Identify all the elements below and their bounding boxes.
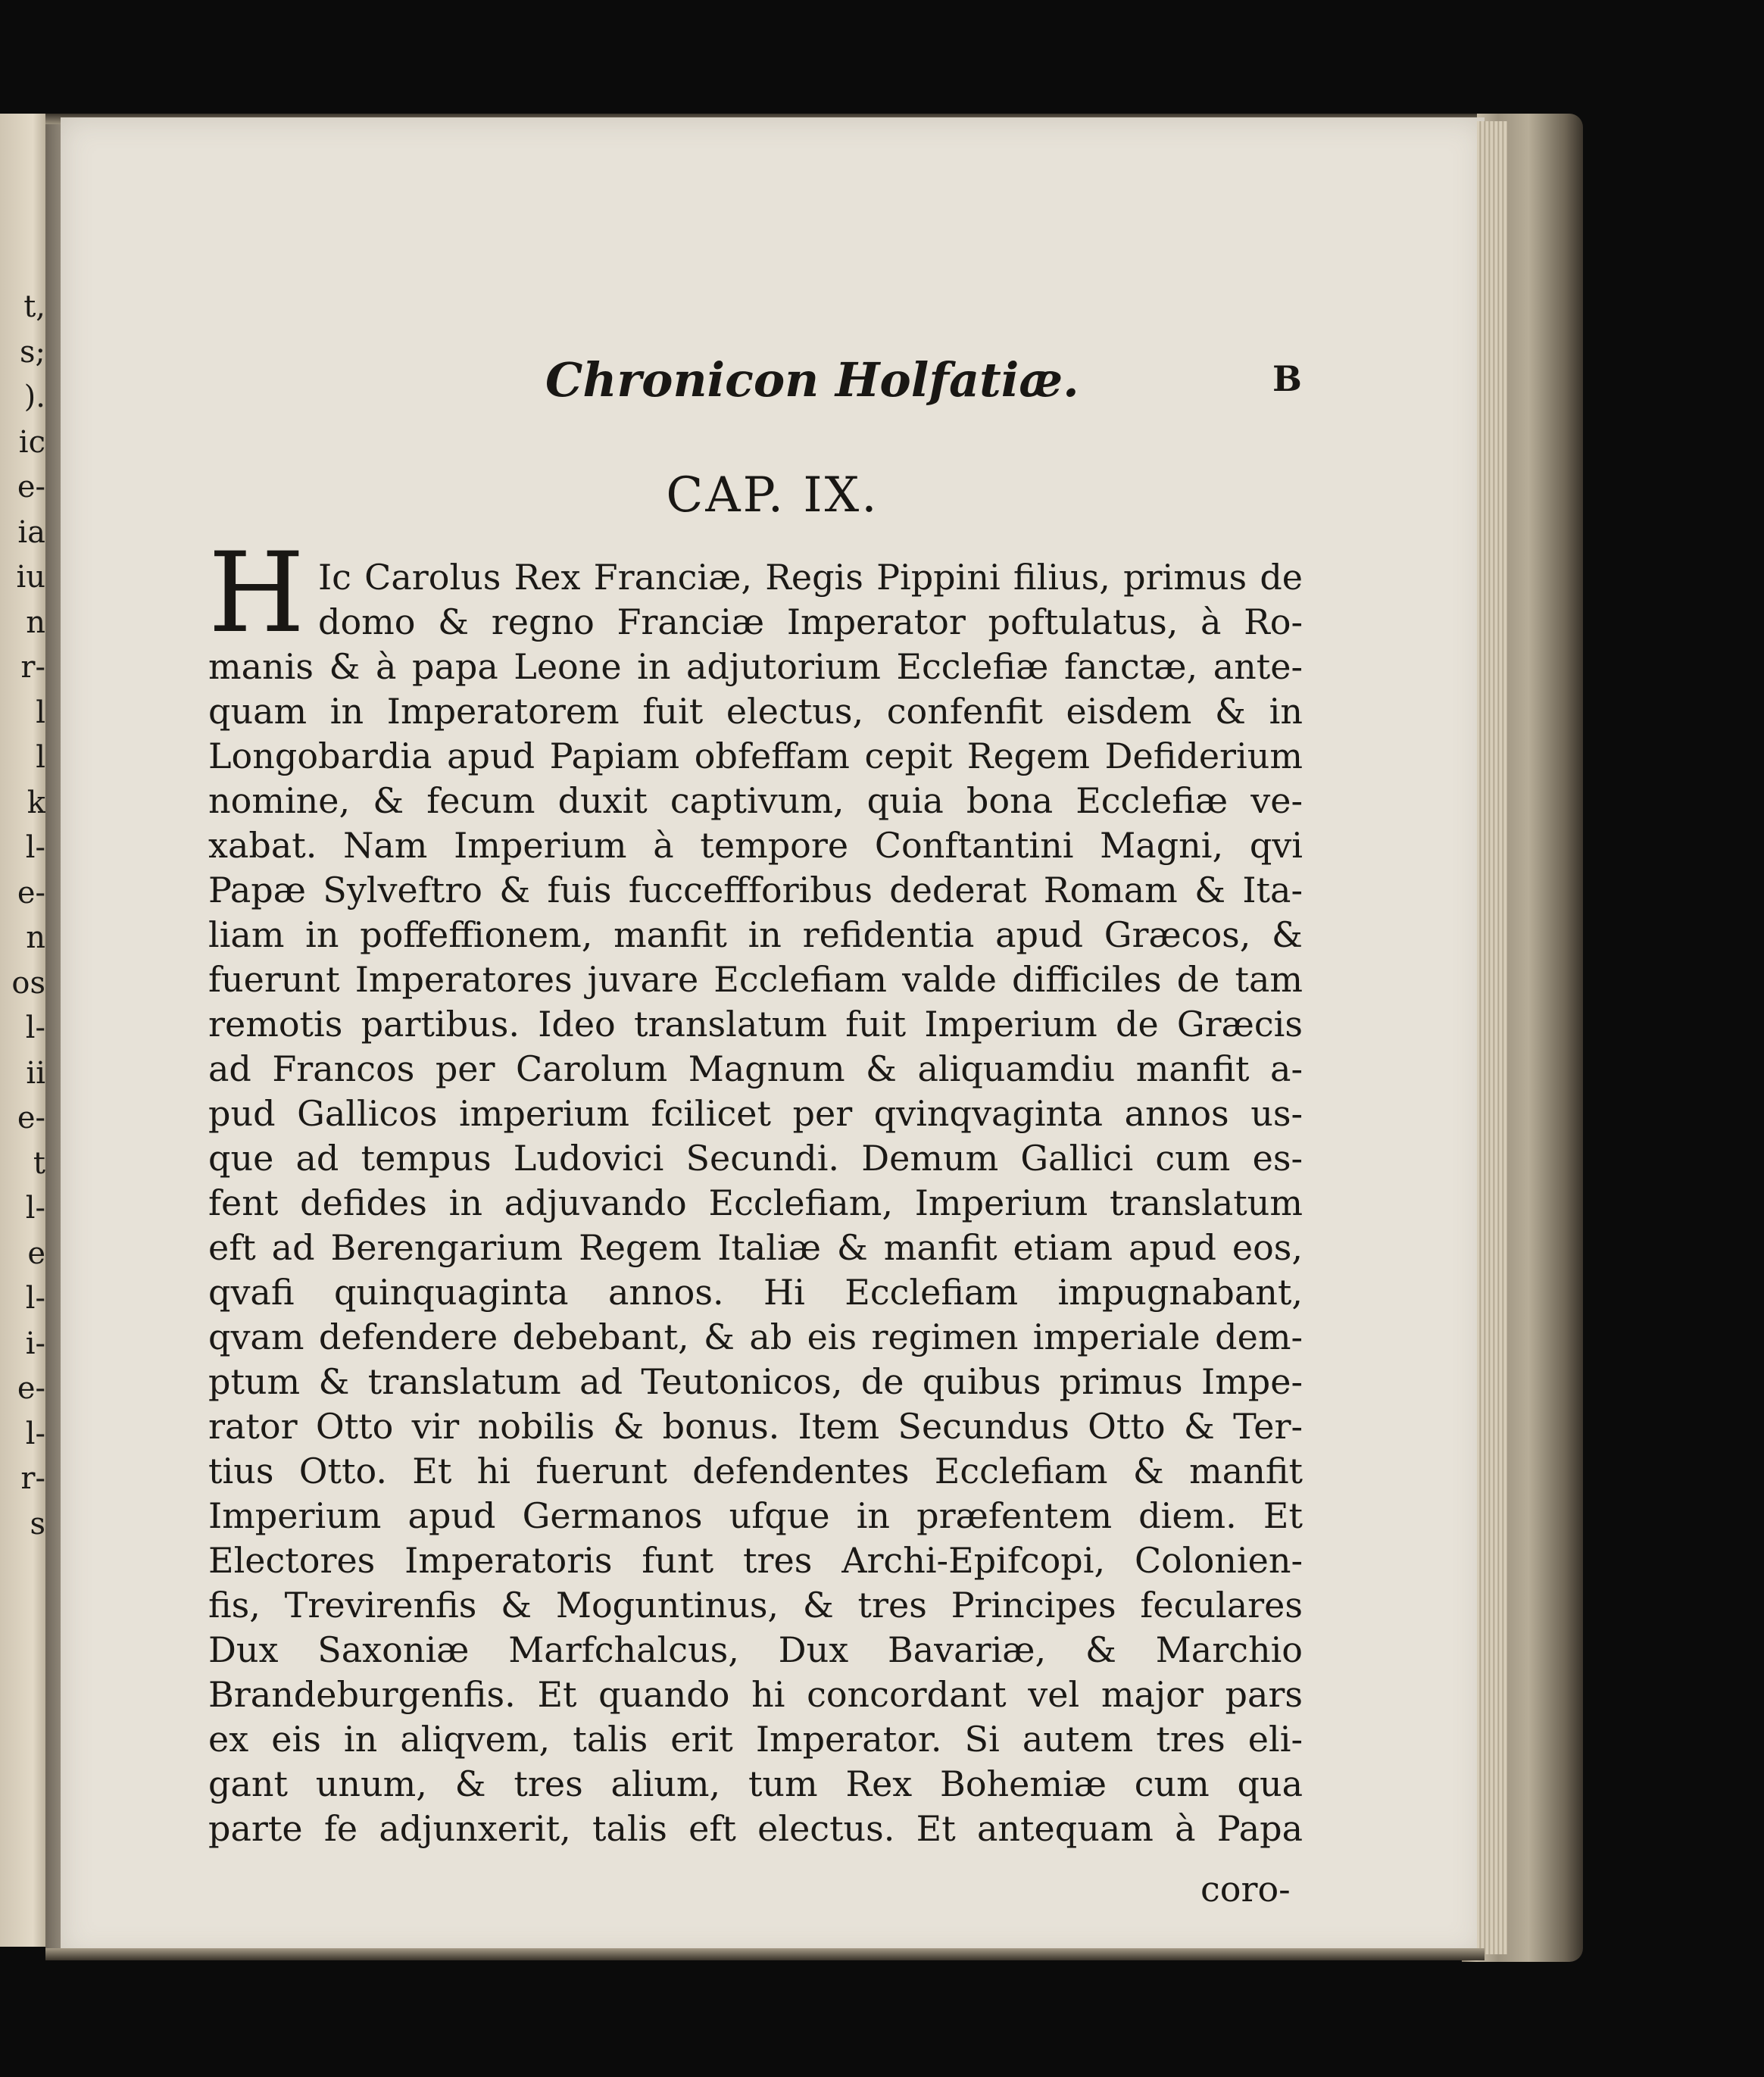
facing-page-fragment: k [27,785,45,820]
text-line: qvafi quinquaginta annos. Hi Ecclefiam impugnabant, [208,1272,1303,1313]
facing-page-fragment: i- [25,1326,45,1361]
text-line: ad Francos per Carolum Magnum & aliquamdiu manfit a- [208,1048,1303,1089]
text-line: gant unum, & tres alium, tum Rex Bohemiæ cum qua [208,1763,1303,1804]
drop-cap: H [208,529,305,657]
text-line: tius Otto. Et hi fuerunt defendentes Ecclefiam & manfit [208,1451,1303,1491]
facing-page-fragment: e- [17,470,45,504]
facing-page-fragment: l- [25,1416,45,1451]
chapter-body-text [208,555,1303,1851]
page-stack-edge [1477,121,1507,1954]
facing-page-fragment: l- [25,1010,45,1045]
text-line: xabat. Nam Imperium à tempore Conftantini Magni, qvi [208,825,1303,866]
text-line: quam in Imperatorem fuit electus, confenfit eisdem & in [208,691,1303,732]
facing-page-fragment: ). [23,379,45,414]
text-line: pud Gallicos imperium fcilicet per qvinqvaginta annos us- [208,1093,1303,1134]
facing-page-fragment: ii [26,1055,45,1091]
text-line: fuerunt Imperatores juvare Ecclefiam valde difficiles de tam [208,959,1303,1000]
text-line: eft ad Berengarium Regem Italiæ & manfit etiam apud eos, [208,1227,1303,1268]
text-line: qvam defendere debebant, & ab eis regimen imperiale dem- [208,1316,1303,1357]
catchword: coro- [1200,1869,1291,1910]
text-line: fent defides in adjuvando Ecclefiam, Imperium translatum [208,1182,1303,1223]
text-line: fis, Trevirenfis & Moguntinus, & tres Principes feculares [208,1585,1303,1626]
facing-page-edge [0,114,47,1947]
facing-page-fragment: l- [25,1191,45,1226]
facing-page-fragment: l- [25,1281,45,1316]
facing-page-fragment: e- [17,1101,45,1135]
text-line: rator Otto vir nobilis & bonus. Item Secundus Otto & Ter- [208,1406,1303,1447]
text-line: ex eis in aliqvem, talis erit Imperator. Si autem tres eli- [208,1719,1303,1760]
facing-page-fragment: e- [17,1371,45,1406]
folio-signature: B [1272,358,1302,399]
book-page [61,117,1485,1958]
facing-page-fragment: r- [20,650,45,685]
text-line: Ic Carolus Rex Franciæ, Regis Pippini filius, primus de [318,557,1303,598]
facing-page-fragment: ia [17,514,45,550]
facing-page-fragment: n [26,604,45,640]
facing-page-fragment: s; [19,334,45,370]
text-line: Dux Saxoniæ Marfchalcus, Dux Bavariæ, & Marchio [208,1629,1303,1670]
page-bottom-edge [45,1948,1485,1960]
text-line: domo & regno Franciæ Imperator poftulatus, à Ro- [318,601,1303,642]
text-line: Papæ Sylveftro & fuis fucceffforibus dederat Romam & Ita- [208,870,1303,910]
facing-page-fragment: e- [17,875,45,910]
text-line: que ad tempus Ludovici Secundi. Demum Gallici cum es- [208,1138,1303,1179]
text-line: manis & à papa Leone in adjutorium Ecclefiæ fanctæ, ante- [208,646,1303,687]
facing-page-fragment: iu [16,560,45,595]
facing-page-fragment: n [26,920,45,955]
text-line: Longobardia apud Papiam obfeffam cepit Regem Defiderium [208,736,1303,776]
facing-page-fragment: e [27,1235,45,1271]
facing-page-fragment: t [33,1145,45,1181]
facing-page-fragment: os [11,965,45,1001]
text-line: nomine, & fecum duxit captivum, quia bona Ecclefiæ ve- [208,780,1303,821]
facing-page-fragment: s [30,1506,45,1541]
text-line: liam in poffeffionem, manfit in refidentia apud Græcos, & [208,914,1303,955]
facing-page-fragment: t, [23,289,45,324]
facing-page-fragment: l [36,695,45,730]
text-line: ptum & translatum ad Teutonicos, de quibus primus Impe- [208,1361,1303,1402]
facing-page-fragment: l [36,740,45,775]
facing-page-fragment: l- [25,830,45,865]
running-title: Chronicon Holfatiæ. [545,352,1079,408]
chapter-heading: CAP. IX. [666,467,879,523]
facing-page-fragment: ic [18,424,45,460]
text-line: parte fe adjunxerit, talis eft electus. Et antequam à Papa [208,1808,1303,1849]
facing-page-fragment: r- [20,1461,45,1496]
text-line: remotis partibus. Ideo translatum fuit Imperium de Græcis [208,1004,1303,1045]
text-line: Brandeburgenfis. Et quando hi concordant vel major pars [208,1674,1303,1715]
text-line: Electores Imperatoris funt tres Archi-Epifcopi, Colonien- [208,1540,1303,1581]
text-line: Imperium apud Germanos ufque in præfentem diem. Et [208,1495,1303,1536]
